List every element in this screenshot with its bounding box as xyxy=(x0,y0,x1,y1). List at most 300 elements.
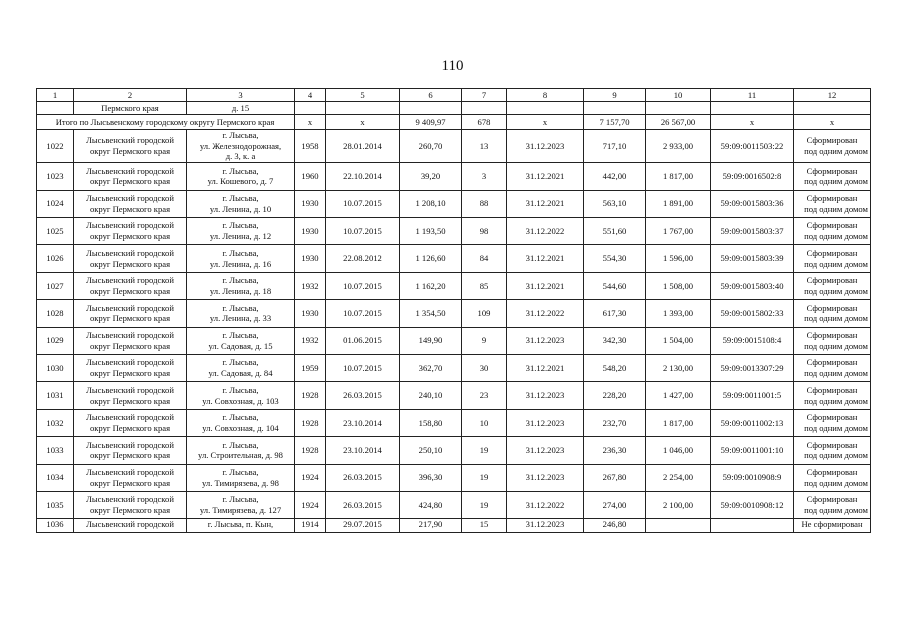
cell-status xyxy=(794,437,871,464)
cell-year: 1928 xyxy=(295,382,326,409)
cell-municipality-line: округ Пермского края xyxy=(89,505,171,516)
cell-number: 1024 xyxy=(37,190,74,217)
cell-empty xyxy=(295,102,326,115)
cell-cadastral: 59:09:0010908:12 xyxy=(711,491,794,518)
cell-cadastral: 59:09:0011002:13 xyxy=(711,409,794,436)
cell-municipality-line: округ Пермского края xyxy=(89,368,171,379)
cell-empty xyxy=(646,102,711,115)
cell-cadastral: 59:09:0015802:33 xyxy=(711,300,794,327)
cell-address-line: г. Лысьва, xyxy=(222,384,259,395)
cell-date: 26.03.2015 xyxy=(326,464,400,491)
cell-address-line: ул. Совхозная, д. 103 xyxy=(202,395,279,406)
cell-empty xyxy=(326,102,400,115)
cell-year: 1930 xyxy=(295,300,326,327)
cell-empty xyxy=(794,102,871,115)
cell-cost: 2 100,00 xyxy=(646,491,711,518)
cell-date: 26.03.2015 xyxy=(326,491,400,518)
cell-cadastral: 59:09:0011001:5 xyxy=(711,382,794,409)
cell-deadline: 31.12.2023 xyxy=(507,519,584,533)
cell-date: 29.07.2015 xyxy=(326,519,400,533)
cell-address xyxy=(187,163,295,190)
cell-empty xyxy=(507,102,584,115)
cell-municipality-line: Лысьвенский городской xyxy=(86,330,174,340)
cell-cadastral: 59:09:0015803:37 xyxy=(711,217,794,244)
table-row xyxy=(37,519,871,533)
table-row xyxy=(37,464,871,491)
cell-cost: 2 254,00 xyxy=(646,464,711,491)
column-number: 4 xyxy=(295,89,326,102)
total-cost: 26 567,00 xyxy=(646,115,711,130)
cell-deadline: 31.12.2023 xyxy=(507,409,584,436)
cell-area: 396,30 xyxy=(400,464,462,491)
cell-cost: 1 891,00 xyxy=(646,190,711,217)
cell-deadline: 31.12.2022 xyxy=(507,300,584,327)
cell-municipality-line: Лысьвенский городской xyxy=(86,384,174,395)
cell-residents: 84 xyxy=(462,245,507,272)
cell-status xyxy=(794,300,871,327)
cell-deadline: 31.12.2021 xyxy=(507,354,584,381)
cell-date: 26.03.2015 xyxy=(326,382,400,409)
cell-area: 260,70 xyxy=(400,130,462,163)
column-number: 10 xyxy=(646,89,711,102)
cell-deadline: 31.12.2023 xyxy=(507,437,584,464)
cell-address-line: г. Лысьва, xyxy=(222,130,259,140)
cell-date: 10.07.2015 xyxy=(326,217,400,244)
cell-sum: 563,10 xyxy=(584,190,646,217)
table-row xyxy=(37,491,871,518)
cell-address-line: ул. Тимирязева, д. 127 xyxy=(199,505,282,516)
cell-area: 424,80 xyxy=(400,491,462,518)
page-number: 110 xyxy=(441,58,464,74)
cell-residents: 19 xyxy=(462,437,507,464)
cell-status xyxy=(794,163,871,190)
column-number: 5 xyxy=(326,89,400,102)
column-number: 2 xyxy=(74,89,187,102)
cell-number: 1025 xyxy=(37,217,74,244)
cell-municipality xyxy=(74,491,187,518)
cell-sum: 232,70 xyxy=(584,409,646,436)
cell-address-line: г. Лысьва, xyxy=(222,330,259,340)
cell-municipality-line: Лысьвенский городской xyxy=(86,494,174,505)
cell-residents: 19 xyxy=(462,491,507,518)
cell-municipality: Пермского края xyxy=(74,102,187,115)
cell-deadline: 31.12.2021 xyxy=(507,190,584,217)
cell-address-line: г. Лысьва, xyxy=(222,220,259,231)
cell-year: 1959 xyxy=(295,354,326,381)
cell-address xyxy=(187,409,295,436)
cell-status-line: под одним домом xyxy=(804,203,868,214)
cell-date: 23.10.2014 xyxy=(326,409,400,436)
cell-area: 149,90 xyxy=(400,327,462,354)
cell-number: 1035 xyxy=(37,491,74,518)
cell-address-line: г. Лысьва, xyxy=(222,494,259,505)
cell-address-line: ул. Ленина, д. 18 xyxy=(209,285,272,296)
cell-municipality-line: округ Пермского края xyxy=(89,231,171,242)
cell-municipality xyxy=(74,464,187,491)
cell-cadastral: 59:09:0011503:22 xyxy=(711,130,794,163)
cell-year: 1928 xyxy=(295,437,326,464)
cell-municipality-line: округ Пермского края xyxy=(89,422,171,433)
cell-status-line: Сформирован xyxy=(806,466,858,477)
cell-deadline: 31.12.2023 xyxy=(507,327,584,354)
cell-status-line: под одним домом xyxy=(804,368,868,379)
cell-area: 240,10 xyxy=(400,382,462,409)
cell-municipality-line: Лысьвенский городской xyxy=(86,135,174,146)
cell-area: 39,20 xyxy=(400,163,462,190)
column-number: 3 xyxy=(187,89,295,102)
cell-residents: 9 xyxy=(462,327,507,354)
cell-area: 362,70 xyxy=(400,354,462,381)
cell-address-line: д. 3, к. а xyxy=(225,151,256,162)
cell-municipality xyxy=(74,437,187,464)
cell-municipality-line: округ Пермского края xyxy=(89,395,171,406)
total-cadastral: x xyxy=(711,115,794,130)
cell-status-line: под одним домом xyxy=(804,505,868,516)
cell-municipality-line: Лысьвенский городской xyxy=(86,193,174,204)
cell-address-line: г. Лысьва, xyxy=(222,165,259,176)
cell-address-line: г. Лысьва, xyxy=(222,357,259,368)
cell-status xyxy=(794,491,871,518)
cell-municipality-line: округ Пермского края xyxy=(89,450,171,461)
cell-status-line: Сформирован xyxy=(806,302,858,313)
cell-date: 23.10.2014 xyxy=(326,437,400,464)
cell-address xyxy=(187,354,295,381)
total-area: 9 409,97 xyxy=(400,115,462,130)
cell-area: 217,90 xyxy=(400,519,462,533)
cell-sum: 274,00 xyxy=(584,491,646,518)
table-row xyxy=(37,190,871,217)
cell-residents: 23 xyxy=(462,382,507,409)
column-number: 8 xyxy=(507,89,584,102)
cell-status xyxy=(794,130,871,163)
cell-status-line: под одним домом xyxy=(804,258,868,269)
cell-address-line: ул. Садовая, д. 84 xyxy=(208,368,273,379)
cell-residents: 30 xyxy=(462,354,507,381)
table-row xyxy=(37,382,871,409)
cell-status-line: Сформирован xyxy=(806,494,858,505)
cell-number: 1030 xyxy=(37,354,74,381)
table-row xyxy=(37,217,871,244)
cell-address-line: ул. Ленина, д. 33 xyxy=(209,313,272,324)
cell-status-line: Сформирован xyxy=(806,330,858,340)
cell-deadline: 31.12.2023 xyxy=(507,130,584,163)
cell-year: 1924 xyxy=(295,464,326,491)
cell-status-line: под одним домом xyxy=(804,422,868,433)
cell-municipality: Лысьвенский городской xyxy=(74,519,187,533)
cell-area: 1 208,10 xyxy=(400,190,462,217)
table-row xyxy=(37,327,871,354)
cell-number: 1028 xyxy=(37,300,74,327)
cell-empty xyxy=(584,102,646,115)
column-number: 1 xyxy=(37,89,74,102)
cell-municipality-line: округ Пермского края xyxy=(89,340,171,351)
cell-address xyxy=(187,272,295,299)
cell-empty xyxy=(37,102,74,115)
cell-date: 10.07.2015 xyxy=(326,272,400,299)
table-row xyxy=(37,300,871,327)
cell-date: 10.07.2015 xyxy=(326,190,400,217)
cell-municipality xyxy=(74,130,187,163)
cell-address xyxy=(187,190,295,217)
cell-status-line: Сформирован xyxy=(806,412,858,423)
table-row xyxy=(37,354,871,381)
cell-deadline: 31.12.2021 xyxy=(507,163,584,190)
cell-area: 250,10 xyxy=(400,437,462,464)
cell-address xyxy=(187,437,295,464)
cell-deadline: 31.12.2022 xyxy=(507,491,584,518)
cell-status-line: Сформирован xyxy=(806,247,858,258)
cell-residents: 19 xyxy=(462,464,507,491)
cell-municipality-line: Лысьвенский городской xyxy=(86,466,174,477)
column-number: 12 xyxy=(794,89,871,102)
total-status: x xyxy=(794,115,871,130)
cell-year: 1960 xyxy=(295,163,326,190)
cell-deadline: 31.12.2023 xyxy=(507,382,584,409)
cell-cost: 1 767,00 xyxy=(646,217,711,244)
cell-sum: 267,80 xyxy=(584,464,646,491)
cell-year: 1930 xyxy=(295,190,326,217)
cell-cost: 1 596,00 xyxy=(646,245,711,272)
cell-status: Не сформирован xyxy=(794,519,871,533)
cell-address-line: ул. Тимирязева, д. 98 xyxy=(202,477,279,488)
cell-residents: 15 xyxy=(462,519,507,533)
cell-address: д. 15 xyxy=(187,102,295,115)
cell-residents: 13 xyxy=(462,130,507,163)
cell-cadastral: 59:09:0011001:10 xyxy=(711,437,794,464)
cell-municipality-line: округ Пермского края xyxy=(89,477,171,488)
cell-status-line: под одним домом xyxy=(804,395,868,406)
cell-municipality xyxy=(74,327,187,354)
cell-municipality-line: округ Пермского края xyxy=(89,285,171,296)
cell-municipality xyxy=(74,409,187,436)
cell-year: 1932 xyxy=(295,272,326,299)
cell-empty xyxy=(711,102,794,115)
cell-address xyxy=(187,327,295,354)
column-number: 6 xyxy=(400,89,462,102)
total-label: Итого по Лысьвенскому городскому округу Пермского края xyxy=(37,115,295,130)
cell-year: 1928 xyxy=(295,409,326,436)
cell-year: 1930 xyxy=(295,245,326,272)
cell-status-line: под одним домом xyxy=(804,477,868,488)
cell-municipality-line: Лысьвенский городской xyxy=(86,165,174,176)
cell-cadastral: 59:09:0015108:4 xyxy=(711,327,794,354)
cell-sum: 617,30 xyxy=(584,300,646,327)
cell-status-line: под одним домом xyxy=(804,231,868,242)
cell-address-line: г. Лысьва, xyxy=(222,412,259,423)
column-number: 7 xyxy=(462,89,507,102)
cell-cadastral: 59:09:0015803:36 xyxy=(711,190,794,217)
cell-date: 28.01.2014 xyxy=(326,130,400,163)
cell-number: 1031 xyxy=(37,382,74,409)
cell-status-line: под одним домом xyxy=(804,340,868,351)
cell-cost: 1 508,00 xyxy=(646,272,711,299)
cell-number: 1022 xyxy=(37,130,74,163)
cell-municipality-line: Лысьвенский городской xyxy=(86,412,174,423)
cell-empty xyxy=(400,102,462,115)
cell-status xyxy=(794,327,871,354)
cell-status xyxy=(794,464,871,491)
cell-address-line: г. Лысьва, xyxy=(222,302,259,313)
cell-municipality xyxy=(74,354,187,381)
cell-area: 1 162,20 xyxy=(400,272,462,299)
cell-municipality-line: округ Пермского края xyxy=(89,258,171,269)
cell-sum: 717,10 xyxy=(584,130,646,163)
cell-status-line: под одним домом xyxy=(804,285,868,296)
cell-year: 1930 xyxy=(295,217,326,244)
cell-cost xyxy=(646,519,711,533)
cell-cost: 1 427,00 xyxy=(646,382,711,409)
cell-municipality-line: Лысьвенский городской xyxy=(86,220,174,231)
cell-status-line: под одним домом xyxy=(804,176,868,187)
cell-sum: 236,30 xyxy=(584,437,646,464)
cell-status xyxy=(794,382,871,409)
cell-municipality xyxy=(74,382,187,409)
cell-status-line: под одним домом xyxy=(804,313,868,324)
cell-status-line: под одним домом xyxy=(804,450,868,461)
cell-number: 1034 xyxy=(37,464,74,491)
cell-area: 158,80 xyxy=(400,409,462,436)
cell-sum: 228,20 xyxy=(584,382,646,409)
cell-status-line: Сформирован xyxy=(806,193,858,204)
cell-status-line: Сформирован xyxy=(806,357,858,368)
cell-status xyxy=(794,217,871,244)
cell-number: 1033 xyxy=(37,437,74,464)
cell-area: 1 354,50 xyxy=(400,300,462,327)
cell-area: 1 193,50 xyxy=(400,217,462,244)
cell-cadastral: 59:09:0015803:40 xyxy=(711,272,794,299)
cell-address-line: ул. Кошевого, д. 7 xyxy=(207,176,274,187)
cell-sum: 554,30 xyxy=(584,245,646,272)
cell-date: 10.07.2015 xyxy=(326,300,400,327)
table-row xyxy=(37,437,871,464)
cell-number: 1027 xyxy=(37,272,74,299)
cell-cost: 2 933,00 xyxy=(646,130,711,163)
cell-number: 1023 xyxy=(37,163,74,190)
cell-residents: 10 xyxy=(462,409,507,436)
cell-address-line: ул. Строительная, д. 98 xyxy=(198,450,283,461)
cell-residents: 109 xyxy=(462,300,507,327)
total-residents: 678 xyxy=(462,115,507,130)
cell-cost: 1 817,00 xyxy=(646,163,711,190)
cell-municipality-line: округ Пермского края xyxy=(89,146,171,157)
cell-address xyxy=(187,217,295,244)
total-year: x xyxy=(295,115,326,130)
cell-date: 22.10.2014 xyxy=(326,163,400,190)
table-row xyxy=(37,163,871,190)
cell-sum: 551,60 xyxy=(584,217,646,244)
cell-address-line: ул. Ленина, д. 12 xyxy=(209,231,272,242)
cell-address xyxy=(187,245,295,272)
cell-year: 1914 xyxy=(295,519,326,533)
cell-cadastral: 59:09:0013307:29 xyxy=(711,354,794,381)
total-deadline: x xyxy=(507,115,584,130)
cell-status xyxy=(794,190,871,217)
cell-sum: 246,80 xyxy=(584,519,646,533)
cell-municipality-line: округ Пермского края xyxy=(89,203,171,214)
column-number: 11 xyxy=(711,89,794,102)
cell-sum: 342,30 xyxy=(584,327,646,354)
cell-number: 1029 xyxy=(37,327,74,354)
cell-cost: 1 393,00 xyxy=(646,300,711,327)
cell-cadastral: 59:09:0010908:9 xyxy=(711,464,794,491)
cell-cadastral xyxy=(711,519,794,533)
cell-status-line: Сформирован xyxy=(806,439,858,450)
cell-status-line: Сформирован xyxy=(806,135,858,146)
cell-sum: 544,60 xyxy=(584,272,646,299)
cell-address xyxy=(187,300,295,327)
column-number-row xyxy=(37,89,871,102)
cell-municipality-line: Лысьвенский городской xyxy=(86,439,174,450)
cell-municipality xyxy=(74,190,187,217)
cell-municipality-line: округ Пермского края xyxy=(89,176,171,187)
cell-municipality xyxy=(74,217,187,244)
cell-empty xyxy=(462,102,507,115)
cell-address-line: г. Лысьва, xyxy=(222,193,259,204)
cell-municipality xyxy=(74,163,187,190)
cell-municipality-line: Лысьвенский городской xyxy=(86,247,174,258)
cell-address-line: г. Лысьва, xyxy=(222,466,259,477)
cell-residents: 85 xyxy=(462,272,507,299)
cell-status xyxy=(794,409,871,436)
cell-cost: 1 817,00 xyxy=(646,409,711,436)
continued-row xyxy=(37,102,871,115)
cell-number: 1036 xyxy=(37,519,74,533)
cell-cost: 2 130,00 xyxy=(646,354,711,381)
cell-address xyxy=(187,130,295,163)
cell-cost: 1 046,00 xyxy=(646,437,711,464)
cell-cadastral: 59:09:0015803:39 xyxy=(711,245,794,272)
cell-address-line: ул. Совхозная, д. 104 xyxy=(202,422,279,433)
column-number: 9 xyxy=(584,89,646,102)
cell-address: г. Лысьва, п. Кын, xyxy=(187,519,295,533)
cell-municipality-line: Лысьвенский городской xyxy=(86,302,174,313)
cell-number: 1032 xyxy=(37,409,74,436)
cell-year: 1924 xyxy=(295,491,326,518)
cell-deadline: 31.12.2021 xyxy=(507,245,584,272)
cell-address xyxy=(187,382,295,409)
cell-status-line: Сформирован xyxy=(806,275,858,286)
cell-status xyxy=(794,272,871,299)
cell-sum: 548,20 xyxy=(584,354,646,381)
cell-deadline: 31.12.2021 xyxy=(507,272,584,299)
cell-status xyxy=(794,245,871,272)
cell-address xyxy=(187,491,295,518)
cell-address-line: г. Лысьва, xyxy=(222,275,259,286)
table-row xyxy=(37,130,871,163)
cell-sum: 442,00 xyxy=(584,163,646,190)
cell-cost: 1 504,00 xyxy=(646,327,711,354)
cell-residents: 88 xyxy=(462,190,507,217)
cell-deadline: 31.12.2022 xyxy=(507,217,584,244)
cell-area: 1 126,60 xyxy=(400,245,462,272)
cell-year: 1958 xyxy=(295,130,326,163)
cell-municipality xyxy=(74,245,187,272)
cell-address-line: ул. Ленина, д. 16 xyxy=(209,258,272,269)
total-sum: 7 157,70 xyxy=(584,115,646,130)
cell-date: 10.07.2015 xyxy=(326,354,400,381)
cell-address-line: ул. Ленина, д. 10 xyxy=(209,203,272,214)
cell-address-line: г. Лысьва, xyxy=(222,247,259,258)
table-row xyxy=(37,272,871,299)
cell-status-line: под одним домом xyxy=(804,146,868,157)
total-row xyxy=(37,115,871,130)
table-row xyxy=(37,245,871,272)
cell-municipality xyxy=(74,300,187,327)
cell-municipality xyxy=(74,272,187,299)
cell-date: 22.08.2012 xyxy=(326,245,400,272)
cell-residents: 3 xyxy=(462,163,507,190)
register-table xyxy=(36,88,871,533)
